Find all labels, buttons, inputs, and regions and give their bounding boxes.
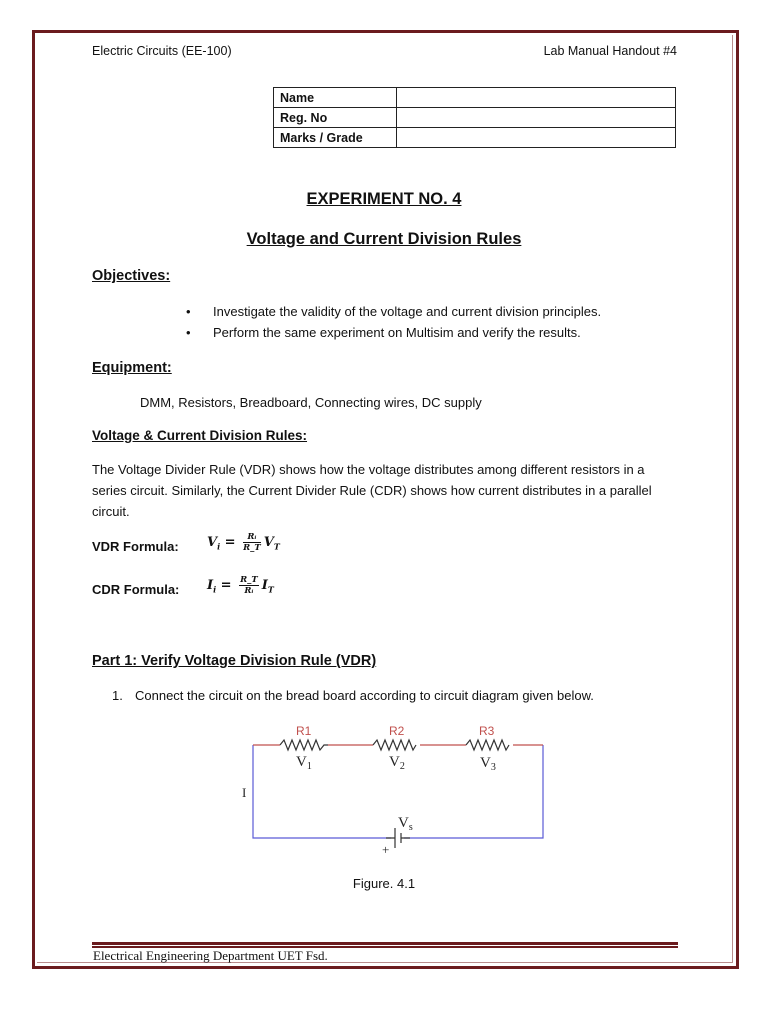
bullet-icon: • xyxy=(186,304,191,319)
r3-label: R3 xyxy=(479,724,495,738)
resistor-r3 xyxy=(466,740,509,750)
cdr-formula: $I_i$ = $\frac{R\_T}{\text{Rᵢ}}$ $I_T$ xyxy=(207,575,274,596)
cdr-label: CDR Formula: xyxy=(92,582,180,597)
objective-item: • Investigate the validity of the voltage and current division principles. xyxy=(186,304,602,319)
equipment-list: DMM, Resistors, Breadboard, Connecting wires, DC supply xyxy=(140,395,482,410)
vdr-formula: $V_i$ = $\frac{\text{Rᵢ}}{R\_T}$ $V_T$ xyxy=(207,532,280,553)
objectives-heading: Objectives: xyxy=(92,268,171,284)
v2-label: $V_2$ xyxy=(389,754,405,772)
resistor-r1 xyxy=(280,740,328,750)
marks-label: Marks / Grade xyxy=(274,128,397,148)
rules-heading: Voltage & Current Division Rules: xyxy=(92,428,308,443)
polarity-label: + xyxy=(382,842,390,857)
reg-no-label: Reg. No xyxy=(274,108,397,128)
source-label: $V_s$ xyxy=(398,815,413,833)
battery-icon xyxy=(386,828,410,848)
part1-heading: Part 1: Verify Voltage Division Rule (VDR) xyxy=(92,653,377,669)
v3-label: $V_3$ xyxy=(480,755,496,773)
step-text: Connect the circuit on the bread board according to circuit diagram given below. xyxy=(135,688,594,703)
r2-label: R2 xyxy=(389,724,405,738)
header-handout: Lab Manual Handout #4 xyxy=(543,44,677,58)
objective-item: • Perform the same experiment on Multisim and verify the results. xyxy=(186,325,581,340)
resistor-r2 xyxy=(373,740,416,750)
experiment-subtitle: Voltage and Current Division Rules xyxy=(246,230,522,248)
current-label: I xyxy=(242,785,247,800)
equipment-heading: Equipment: xyxy=(92,360,172,376)
v1-label: $V_1$ xyxy=(296,754,312,772)
rules-paragraph: The Voltage Divider Rule (VDR) shows how the voltage distributes among different resistors in a series circuit. Similarly, the Current Divider Rule (CDR) shows how current distributes in a parallel circuit. xyxy=(92,462,652,519)
bullet-icon: • xyxy=(186,325,191,340)
header-course: Electric Circuits (EE-100) xyxy=(92,44,232,58)
vdr-label: VDR Formula: xyxy=(92,539,179,554)
figure-caption: Figure. 4.1 xyxy=(352,876,416,891)
step-number: 1. xyxy=(112,688,123,703)
r1-label: R1 xyxy=(296,724,312,738)
footer-text: Electrical Engineering Department UET Fsd. xyxy=(93,948,328,963)
footer-divider xyxy=(92,942,678,946)
experiment-title: EXPERIMENT NO. 4 xyxy=(306,190,462,208)
name-label: Name xyxy=(274,88,397,108)
